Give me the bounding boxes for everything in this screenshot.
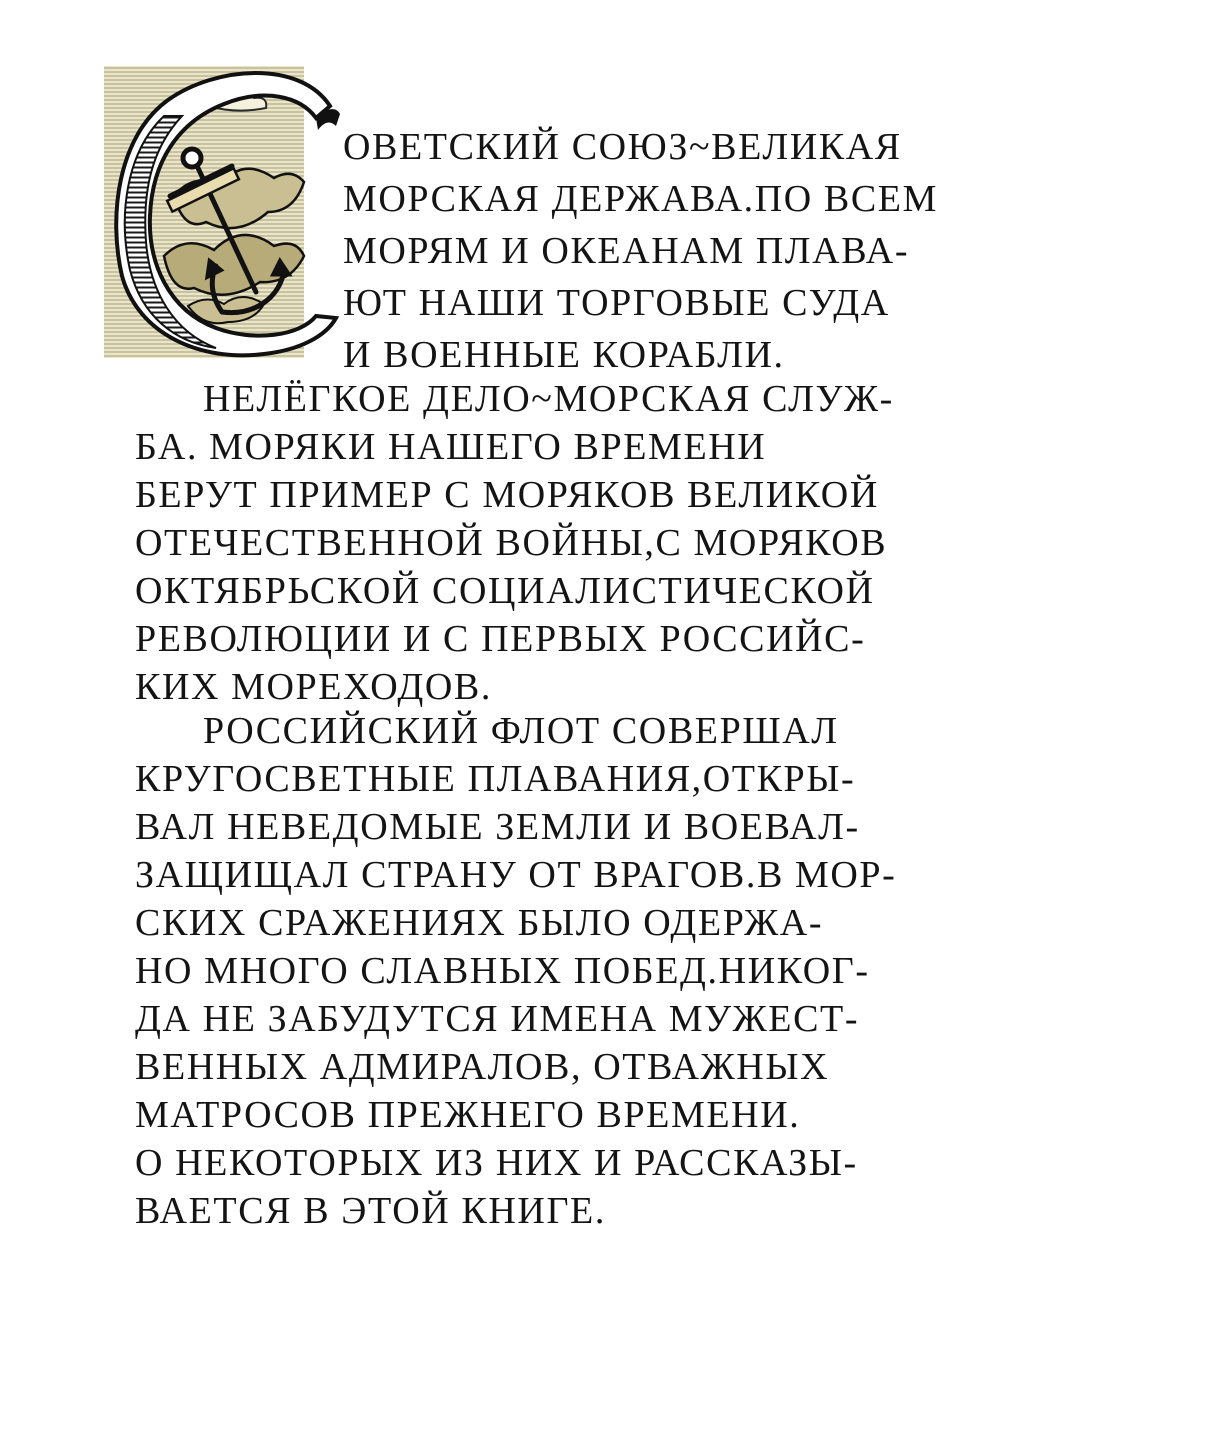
text-line: И ВОЕННЫЕ КОРАБЛИ. [343,334,785,376]
text-line: МОРСКАЯ ДЕРЖАВА.ПО ВСЕМ [343,178,938,220]
text-line: ВЕННЫХ АДМИРАЛОВ, ОТВАЖНЫХ [135,1046,830,1088]
text-line: РЕВОЛЮЦИИ И С ПЕРВЫХ РОССИЙС- [135,618,866,660]
text-line: НО МНОГО СЛАВНЫХ ПОБЕД.НИКОГ- [135,950,870,992]
text-line: КРУГОСВЕТНЫЕ ПЛАВАНИЯ,ОТКРЫ- [135,758,856,800]
text-line: БА. МОРЯКИ НАШЕГО ВРЕМЕНИ [135,426,767,468]
drop-cap-initial [104,66,340,358]
text-line: РОССИЙСКИЙ ФЛОТ СОВЕРШАЛ [203,710,839,752]
text-line: МОРЯМ И ОКЕАНАМ ПЛАВА- [343,230,910,272]
text-line: КИХ МОРЕХОДОВ. [135,666,492,708]
text-line: ВАЛ НЕВЕДОМЫЕ ЗЕМЛИ И ВОЕВАЛ- [135,806,860,848]
text-line: О НЕКОТОРЫХ ИЗ НИХ И РАССКАЗЫ- [135,1142,858,1184]
text-line: ОВЕТСКИЙ СОЮЗ~ВЕЛИКАЯ [343,126,902,168]
text-line: МАТРОСОВ ПРЕЖНЕГО ВРЕМЕНИ. [135,1094,801,1136]
text-line: ЗАЩИЩАЛ СТРАНУ ОТ ВРАГОВ.В МОР- [135,854,897,896]
text-line: ОТЕЧЕСТВЕННОЙ ВОЙНЫ,С МОРЯКОВ [135,522,888,564]
anchor-over-waves-icon [104,66,340,358]
text-line: ДА НЕ ЗАБУДУТСЯ ИМЕНА МУЖЕСТ- [135,998,860,1040]
text-line: НЕЛЁГКОЕ ДЕЛО~МОРСКАЯ СЛУЖ- [203,378,894,420]
text-line: ОКТЯБРЬСКОЙ СОЦИАЛИСТИЧЕСКОЙ [135,570,875,612]
text-line: ВАЕТСЯ В ЭТОЙ КНИГЕ. [135,1190,606,1232]
text-line: БЕРУТ ПРИМЕР С МОРЯКОВ ВЕЛИКОЙ [135,474,879,516]
text-line: СКИХ СРАЖЕНИЯХ БЫЛО ОДЕРЖА- [135,902,824,944]
text-line: ЮТ НАШИ ТОРГОВЫЕ СУДА [343,282,890,324]
